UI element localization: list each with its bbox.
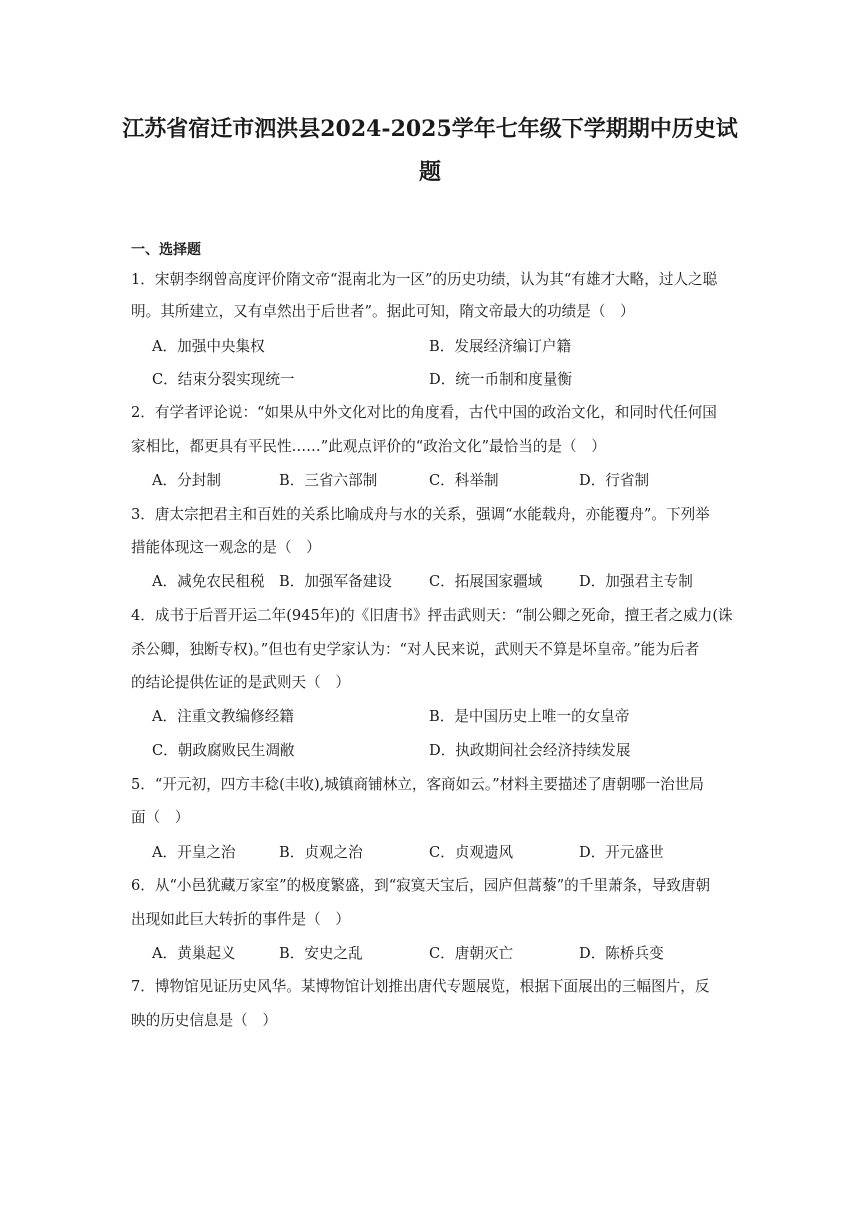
question-5-option-a: A．开皇之治 — [152, 844, 236, 861]
section-heading: 一、选择题 — [131, 242, 201, 258]
question-2-option-d: D．行省制 — [579, 472, 650, 489]
question-3-option-d: D．加强君主专制 — [579, 573, 693, 590]
question-6-line-1: 6．从“小邑犹藏万家室”的极度繁盛，到“寂寞天宝后，园庐但蒿藜”的千里萧条，导致唐朝 — [131, 877, 711, 894]
question-2-option-c: C．科举制 — [429, 472, 499, 489]
question-4-option-a: A．注重文教编修经籍 — [152, 708, 294, 725]
question-3-line-2: 措能体现这一观念的是（ ） — [131, 539, 321, 556]
question-1-line-2: 明。其所建立，又有卓然出于后世者”。据此可知，隋文帝最大的功绩是（ ） — [131, 303, 635, 320]
question-2-line-2: 家相比，都更具有平民性……”此观点评价的“政治文化”最恰当的是（ ） — [131, 438, 606, 455]
question-2-line-1: 2．有学者评论说：“如果从中外文化对比的角度看，古代中国的政治文化，和同时代任何国 — [131, 404, 717, 421]
question-3-option-b: B．加强军备建设 — [279, 573, 392, 590]
question-6-line-2: 出现如此巨大转折的事件是（ ） — [131, 911, 350, 928]
question-2-option-b: B．三省六部制 — [279, 472, 378, 489]
question-4-option-d: D．执政期间社会经济持续发展 — [429, 742, 631, 759]
question-1-option-b: B．发展经济编订户籍 — [429, 338, 572, 355]
question-5-option-c: C．贞观遗风 — [429, 844, 514, 861]
question-2-option-a: A．分封制 — [152, 472, 221, 489]
question-5-line-2: 面（ ） — [131, 809, 190, 826]
question-6-option-d: D．陈桥兵变 — [579, 945, 664, 962]
question-1-option-c: C．结束分裂实现统一 — [152, 371, 295, 388]
question-6-option-a: A．黄巢起义 — [152, 945, 236, 962]
question-7-line-1: 7．博物馆见证历史风华。某博物馆计划推出唐代专题展览，根据下面展出的三幅图片，反 — [131, 978, 710, 995]
question-1-option-a: A．加强中央集权 — [152, 338, 265, 355]
question-4-line-2: 杀公卿，独断专权)。”但也有史学家认为：“对人民来说，武则天不算是坏皇帝。”能为后者 — [131, 641, 700, 658]
question-6-option-b: B．安史之乱 — [279, 945, 363, 962]
question-1-line-1: 1．宋朝李纲曾高度评价隋文帝“混南北为一区”的历史功绩，认为其“有雄才大略，过人之聪 — [131, 271, 718, 288]
question-5-option-b: B．贞观之治 — [279, 844, 363, 861]
question-4-line-3: 的结论提供佐证的是武则天（ ） — [131, 674, 350, 691]
question-4-option-b: B．是中国历史上唯一的女皇帝 — [429, 708, 630, 725]
question-5-option-d: D．开元盛世 — [579, 844, 664, 861]
question-4-line-1: 4．成书于后晋开运二年(945年)的《旧唐书》抨击武则天：“制公卿之死命，擅王者之威力(诛 — [131, 607, 733, 624]
question-3-line-1: 3．唐太宗把君主和百姓的关系比喻成舟与水的关系，强调“水能载舟，亦能覆舟”。下列举 — [131, 506, 710, 523]
question-6-option-c: C．唐朝灭亡 — [429, 945, 514, 962]
question-7-line-2: 映的历史信息是（ ） — [131, 1012, 277, 1029]
question-3-option-a: A．减免农民租税 — [152, 573, 265, 590]
document-title-line-2: 题 — [418, 159, 441, 185]
question-3-option-c: C．拓展国家疆域 — [429, 573, 543, 590]
question-1-option-d: D．统一币制和度量衡 — [429, 371, 573, 388]
document-title-line-1: 江苏省宿迁市泗洪县2024-2025学年七年级下学期期中历史试 — [122, 116, 738, 142]
question-5-line-1: 5．“开元初，四方丰稔(丰收),城镇商铺林立，客商如云。”材料主要描述了唐朝哪一治世局 — [131, 776, 704, 793]
question-4-option-c: C．朝政腐败民生凋敝 — [152, 742, 295, 759]
